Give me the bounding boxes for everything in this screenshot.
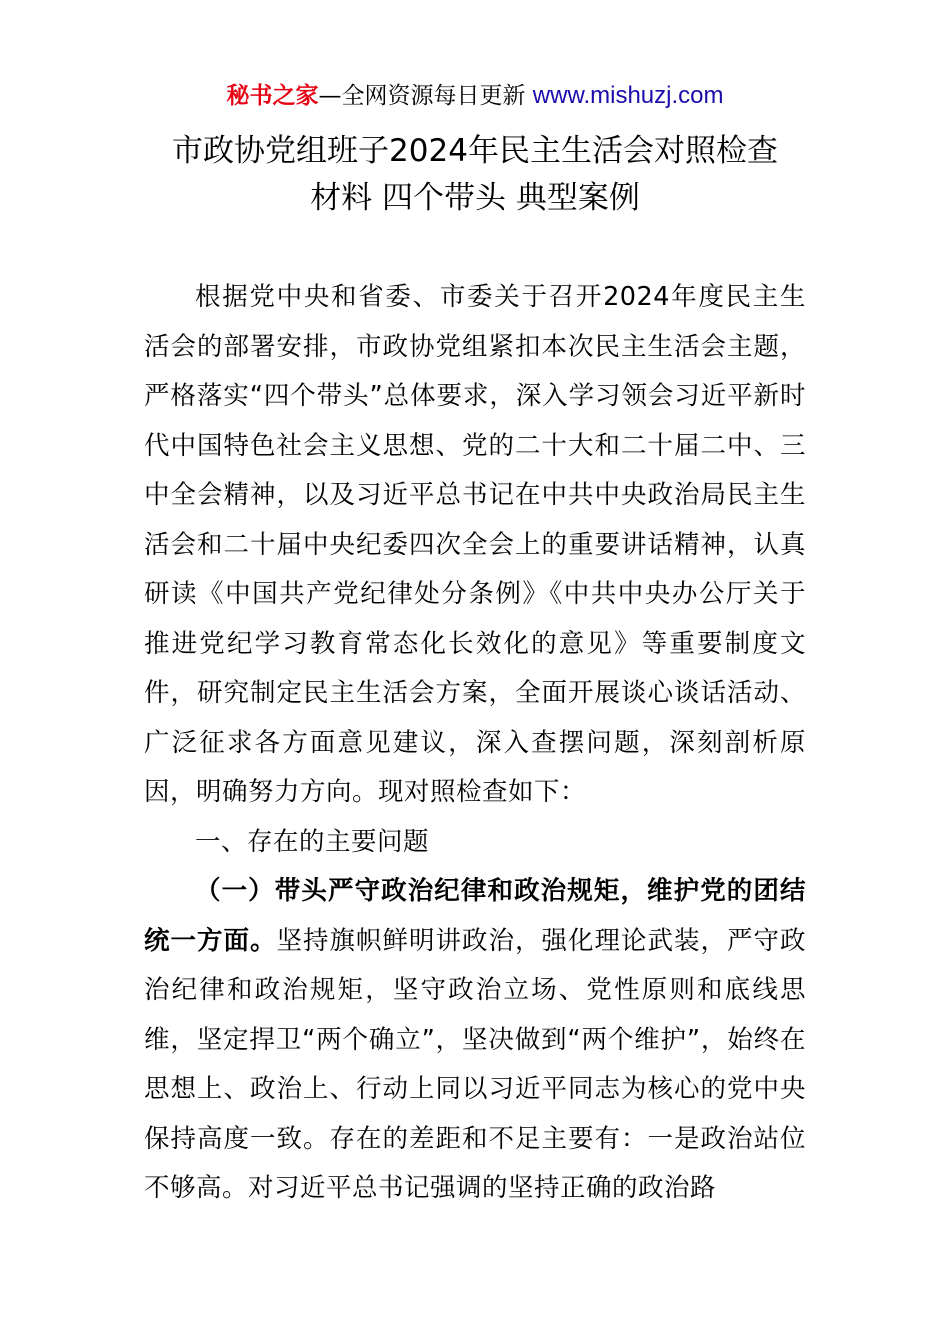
title-line-2: 材料 四个带头 典型案例	[310, 180, 640, 216]
site-header	[0, 80, 950, 112]
document-body	[144, 273, 806, 1214]
intro-paragraph: 根据党中央和省委、市委关于召开2024年度民主生活会的部署安排，市政协党组紧扣本次民主生活会主题，严格落实“四个带头”总体要求，深入学习领会习近平新时代中国特色社会主义思想、党的二十大和二十届二中、三中全会精神，以及习近平总书记在中共中央政治局民主生活会和二十届中央纪委四次全会上的重要讲话精神，认真研读《中国共产党纪律处分条例》《中共中央办公厅关于推进党纪学习教育常态化长效化的意见》等重要制度文件，研究制定民主生活会方案，全面开展谈心谈话活动、广泛征求各方面意见建议，深入查摆问题，深刻剖析原因，明确努力方向。现对照检查如下：	[144, 282, 806, 807]
header-tagline: —全网资源每日更新	[318, 83, 533, 109]
subsection-paragraph	[144, 867, 806, 1214]
section-heading: 一、存在的主要问题	[195, 826, 430, 857]
title-line-1: 市政协党组班子2024年民主生活会对照检查	[172, 133, 778, 169]
document-title	[0, 128, 950, 222]
subsection-text: 坚持旗帜鲜明讲政治，强化理论武装，严守政治纪律和政治规矩，坚守政治立场、党性原则和底线思维，坚定捍卫“两个确立”，坚决做到“两个维护”，始终在思想上、政治上、行动上同以习近平同志为核心的党中央保持高度一致。存在的差距和不足主要有：一是政治站位不够高。对习近平总书记强调的坚持正确的政治路	[144, 925, 806, 1203]
site-url-link[interactable]: www.mishuzj.com	[532, 82, 724, 109]
brand-name: 秘书之家	[226, 83, 319, 109]
subsection-heading: （一）带头严守政治纪律和政治规矩，维护党的团结统一方面。	[144, 876, 806, 956]
